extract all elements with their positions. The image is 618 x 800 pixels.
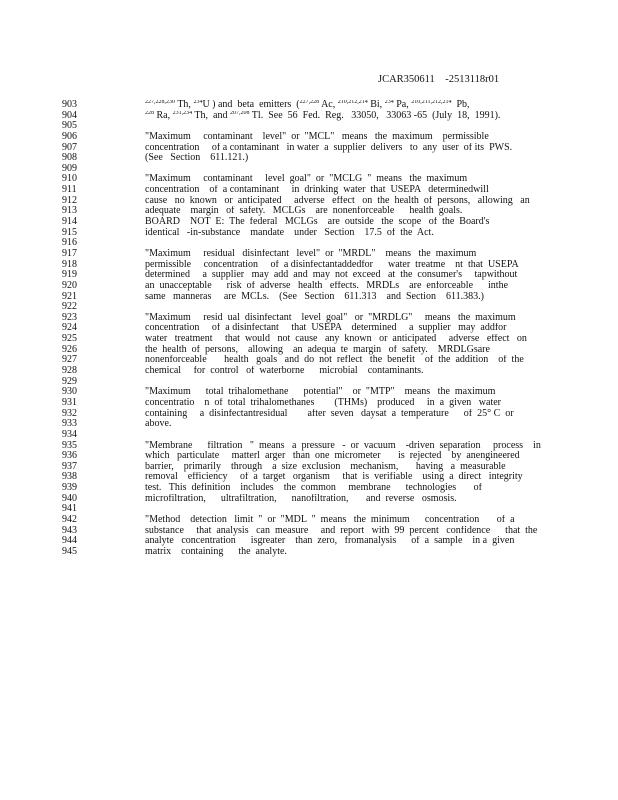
- text-segment: "Maximum contaminant level goal" or "MCLG " means the maximum: [145, 174, 468, 185]
- text-line: [0, 228, 618, 239]
- text-segment: Pa,: [393, 100, 412, 110]
- line-number: 923: [62, 311, 77, 323]
- line-number: 941: [62, 503, 77, 515]
- text-line: [0, 462, 618, 473]
- line-text: [145, 217, 545, 228]
- text-segment: concentration of a contaminant in water a supplier delivers to any user of its PWS.: [145, 142, 513, 153]
- line-number: 908: [62, 152, 77, 164]
- text-line: [0, 196, 618, 207]
- text-segment: Pb,: [451, 100, 470, 110]
- line-number: 913: [62, 205, 77, 217]
- text-line: [0, 132, 618, 143]
- line-text: [145, 132, 545, 143]
- text-line: [0, 441, 618, 452]
- isotope-superscript: 207,208: [229, 110, 250, 116]
- line-text: [145, 111, 545, 122]
- line-number: 914: [62, 216, 77, 228]
- line-number: 933: [62, 418, 77, 430]
- text-line: [0, 302, 618, 313]
- isotope-superscript: 234: [193, 100, 203, 105]
- line-text: [145, 398, 545, 409]
- line-number: 936: [62, 450, 77, 462]
- text-line: [0, 100, 618, 111]
- text-segment: containing a disinfectantresidual after seven daysat a temperature of 25° C or: [145, 408, 514, 419]
- text-segment: analyte concentration isgreater than zero, fromanalysis of a sample in a given: [145, 536, 515, 547]
- line-number: 916: [62, 237, 77, 249]
- text-segment: "Maximum total trihalomethane potential" or "MTP" means the maximum: [145, 387, 496, 398]
- text-line: [0, 483, 618, 494]
- line-number: 922: [62, 301, 77, 313]
- line-number: 930: [62, 386, 77, 398]
- line-number: 932: [62, 407, 77, 419]
- line-number: 920: [62, 279, 77, 291]
- text-segment: (See Section 611.121.): [145, 153, 249, 164]
- text-segment: Th,: [175, 100, 194, 110]
- line-number: 921: [62, 290, 77, 302]
- line-text: [145, 483, 545, 494]
- text-line: [0, 504, 618, 515]
- line-text: [145, 345, 545, 356]
- text-line: [0, 185, 618, 196]
- line-text: [145, 536, 545, 547]
- text-line: [0, 547, 618, 558]
- line-number: 910: [62, 173, 77, 185]
- document-id-header: JCAR350611 -2513118r01: [378, 74, 500, 85]
- text-segment: adequate margin of safety. MCLGs are nonenforceable health goals.: [145, 206, 463, 217]
- line-number: 907: [62, 141, 77, 153]
- text-line: [0, 345, 618, 356]
- text-line: [0, 472, 618, 483]
- line-text: [145, 260, 545, 271]
- text-segment: Tl. See 56 Fed. Reg. 33050, 33063 -65 (July 18, 1991).: [249, 110, 501, 121]
- line-text: [145, 441, 545, 452]
- text-line: [0, 355, 618, 366]
- text-line: [0, 206, 618, 217]
- text-segment: Ra,: [154, 110, 173, 121]
- isotope-superscript: 227,228,230: [145, 100, 175, 105]
- text-line: [0, 409, 618, 420]
- line-text: [145, 270, 545, 281]
- line-number: 929: [62, 375, 77, 387]
- text-line: [0, 377, 618, 388]
- line-number: 909: [62, 162, 77, 174]
- line-text: [145, 472, 545, 483]
- line-number: 915: [62, 226, 77, 238]
- line-text: [145, 174, 545, 185]
- line-text: [145, 185, 545, 196]
- line-text: [145, 196, 545, 207]
- line-number: 938: [62, 471, 77, 483]
- text-line: [0, 174, 618, 185]
- isotope-superscript: 231,234: [172, 110, 193, 116]
- line-text: [145, 366, 545, 377]
- text-segment: BOARD NOT E: The federal MCLGs are outside the scope of the Board's: [145, 217, 490, 228]
- line-number: 903: [62, 99, 77, 110]
- text-line: [0, 430, 618, 441]
- text-line: [0, 164, 618, 175]
- text-segment: an unacceptable risk of adverse health effects. MRDLs are enforceable inthe: [145, 280, 509, 291]
- text-line: [0, 143, 618, 154]
- line-number: 939: [62, 482, 77, 494]
- line-text: [145, 494, 545, 505]
- text-line: [0, 323, 618, 334]
- text-segment: matrix containing the analyte.: [145, 546, 287, 557]
- line-text: [145, 526, 545, 537]
- line-number: 926: [62, 343, 77, 355]
- line-number: 912: [62, 194, 77, 206]
- line-number: 925: [62, 333, 77, 345]
- line-number: 943: [62, 524, 77, 536]
- text-line: [0, 398, 618, 409]
- line-number: 911: [62, 184, 77, 196]
- text-segment: concentration of a disinfectant that USEPA determined a supplier may addfor: [145, 323, 507, 334]
- line-number: 928: [62, 365, 77, 377]
- text-segment: cause no known or anticipated adverse effect on the health of persons, allowing an: [145, 195, 530, 206]
- line-text: [145, 451, 545, 462]
- line-number: 935: [62, 439, 77, 451]
- text-line: [0, 292, 618, 303]
- line-text: [145, 313, 545, 324]
- text-line: [0, 451, 618, 462]
- line-text: [145, 206, 545, 217]
- line-text: [145, 355, 545, 366]
- line-number: 918: [62, 258, 77, 270]
- numbered-text-body: [0, 100, 618, 558]
- line-number: 927: [62, 354, 77, 366]
- text-line: [0, 387, 618, 398]
- line-text: [145, 547, 545, 558]
- text-segment: "Maximum resid ual disinfectant level goal" or "MRDLG" means the maximum: [145, 312, 516, 323]
- text-line: [0, 249, 618, 260]
- text-line: [0, 217, 618, 228]
- line-text: [145, 249, 545, 260]
- line-number: 924: [62, 322, 77, 334]
- isotope-superscript: 210,212,214: [337, 100, 368, 105]
- text-segment: "Maximum contaminant level" or "MCL" means the maximum permissible: [145, 131, 489, 142]
- text-line: [0, 260, 618, 271]
- text-line: [0, 494, 618, 505]
- isotope-superscript: 227,228: [299, 100, 320, 105]
- text-segment: permissible concentration of a disinfectantaddedfor water treatme nt that USEPA: [145, 259, 519, 270]
- text-line: [0, 313, 618, 324]
- line-text: [145, 409, 545, 420]
- text-segment: the health of persons, allowing an adequa te margin of safety. MRDLGsare: [145, 344, 490, 355]
- text-line: [0, 515, 618, 526]
- isotope-superscript: 210,211,212,214: [411, 100, 452, 105]
- line-text: [145, 100, 545, 111]
- text-line: [0, 238, 618, 249]
- text-line: [0, 281, 618, 292]
- line-number: 905: [62, 120, 77, 132]
- text-segment: water treatment that would not cause any known or anticipated adverse effect on: [145, 334, 527, 345]
- text-segment: "Method detection limit " or "MDL " means the minimum concentration of a: [145, 514, 515, 525]
- line-text: [145, 292, 545, 303]
- line-number: 945: [62, 545, 77, 557]
- line-text: [145, 515, 545, 526]
- text-segment: "Membrane filtration " means a pressure - or vacuum -driven separation process in: [145, 440, 541, 451]
- text-segment: determined a supplier may add and may not exceed at the consumer's tapwithout: [145, 270, 518, 281]
- line-number: 942: [62, 513, 77, 525]
- text-segment: Th, and: [192, 110, 230, 121]
- line-text: [145, 419, 545, 430]
- line-number: 906: [62, 130, 77, 142]
- line-text: [145, 281, 545, 292]
- text-segment: Bi,: [367, 100, 385, 110]
- line-number: 904: [62, 109, 77, 121]
- text-segment: concentration of a contaminant in drinking water that USEPA determinedwill: [145, 185, 489, 196]
- line-text: [145, 323, 545, 334]
- text-segment: above.: [145, 419, 172, 430]
- line-text: [145, 334, 545, 345]
- text-segment: which particulate matterl arger than one micrometer is rejected by anengineered: [145, 451, 520, 462]
- text-segment: chemical for control of waterborne microbial contaminants.: [145, 366, 424, 377]
- line-number: 940: [62, 492, 77, 504]
- text-line: [0, 334, 618, 345]
- text-line: [0, 536, 618, 547]
- text-segment: identical -in-substance mandate under Section 17.5 of the Act.: [145, 227, 434, 238]
- text-line: [0, 270, 618, 281]
- line-text: [145, 387, 545, 398]
- line-text: [145, 143, 545, 154]
- text-line: [0, 366, 618, 377]
- text-segment: Ac,: [319, 100, 338, 110]
- line-text: [145, 228, 545, 239]
- line-number: 917: [62, 247, 77, 259]
- text-segment: same manneras are MCLs. (See Section 611.313 and Section 611.383.): [145, 291, 484, 302]
- line-number: 937: [62, 460, 77, 472]
- text-line: [0, 526, 618, 537]
- text-line: [0, 111, 618, 122]
- line-text: [145, 153, 545, 164]
- text-segment: "Maximum residual disinfectant level" or "MRDL" means the maximum: [145, 248, 477, 259]
- text-segment: removal efficiency of a target organism that is verifiable using a direct integrity: [145, 472, 523, 483]
- line-number: 934: [62, 428, 77, 440]
- line-text: [145, 462, 545, 473]
- text-line: [0, 121, 618, 132]
- text-segment: barrier, primarily through a size exclusion mechanism, having a measurable: [145, 461, 506, 472]
- isotope-superscript: 228: [145, 110, 154, 116]
- line-number: 931: [62, 396, 77, 408]
- text-segment: concentratio n of total trihalomethanes (THMs) produced in a given water: [145, 397, 502, 408]
- text-segment: nonenforceable health goals and do not reflect the benefit of the addition of the: [145, 355, 524, 366]
- text-segment: microfiltration, ultrafiltration, nanofiltration, and reverse osmosis.: [145, 493, 457, 504]
- text-segment: U ) and beta emitters (: [202, 100, 300, 110]
- isotope-superscript: 234: [384, 100, 394, 105]
- text-segment: substance that analysis can measure and report with 99 percent confidence that the: [145, 525, 538, 536]
- line-number: 919: [62, 269, 77, 281]
- text-segment: test. This definition includes the common membrane technologies of: [145, 483, 482, 494]
- line-number: 944: [62, 535, 77, 547]
- text-line: [0, 153, 618, 164]
- text-line: [0, 419, 618, 430]
